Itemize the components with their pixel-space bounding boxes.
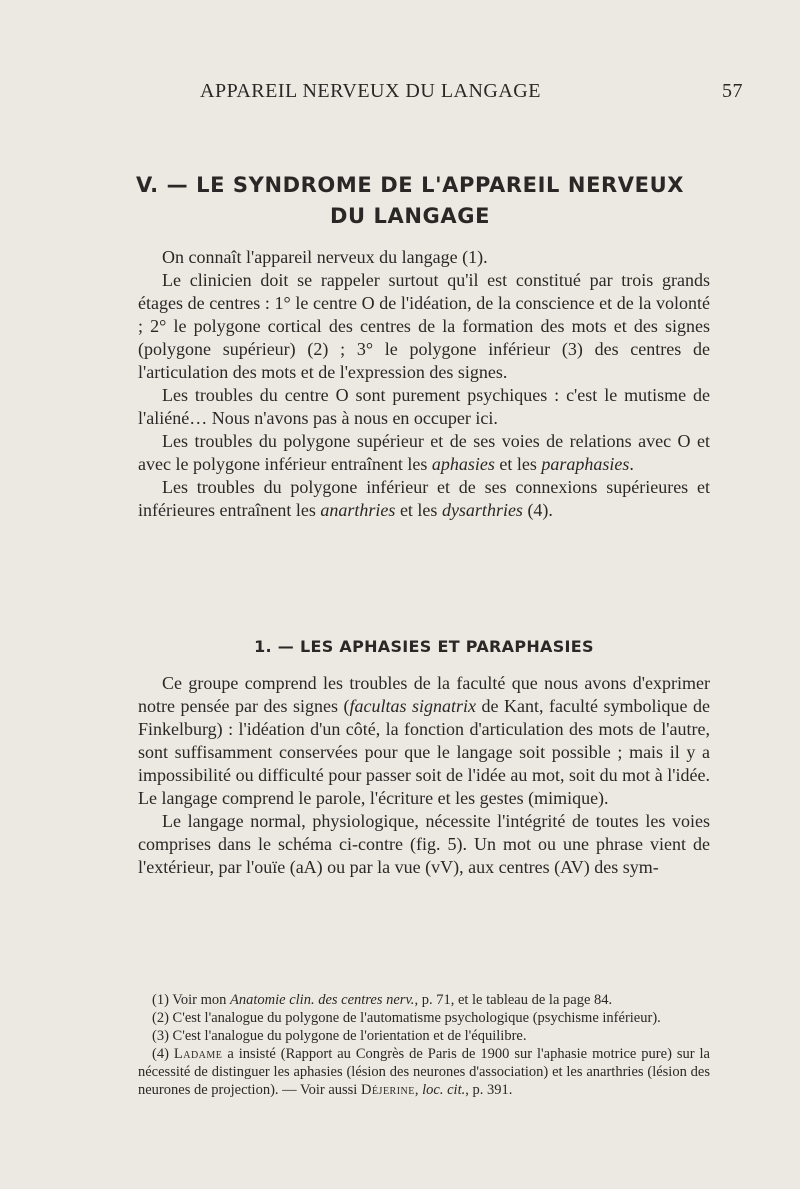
text-run: a insisté (Rapport au Congrès de Paris de 1900 sur l'aphasie motrice pure) sur la nécessité de distinguer les aphasies (lésion des neurones d'association) et les anarthries (lésion des neurones de projection). — Voir aussi [138,1046,710,1098]
term-anarthries: anarthries [320,500,396,520]
footnote-3: (3) C'est l'analogue du polygone de l'orientation et de l'équilibre. [152,1028,527,1044]
term-facultas-signatrix: facultas signatrix [349,696,477,716]
intro-text [138,246,710,522]
text-run: , p. 391. [465,1082,513,1098]
footnote-1 [138,991,710,1009]
footnote-4 [138,1045,710,1099]
term-dysarthries: dysarthries [441,500,523,520]
chapter-title: V. — LE SYNDROME DE L'APPAREIL NERVEUX [135,173,685,197]
running-title: APPAREIL NERVEUX DU LANGAGE [200,80,541,102]
paragraph [138,476,710,522]
page-number: 57 [722,80,743,102]
paragraph [138,430,710,476]
footnotes [138,991,710,1099]
paragraph [138,672,710,810]
paragraph: On connaît l'appareil nerveux du langage (1). [162,247,488,267]
text-run: et les [395,500,442,520]
text-run: Les troubles du polygone inférieur et de ses connexions supérieures et inférieures entraînent les [138,477,710,520]
paragraph: Le clinicien doit se rappeler surtout qu'il est constitué par trois grands étages de centres : 1° le centre O de l'idéation, de la conscience et de la volonté ; 2° le polygone cortical des centres de la formation des mots et des signes (polygone supérieur) (2) ; 3° le polygone inférieur (3) des centres de l'articulation des mots et de l'expression des signes. [138,270,710,382]
text-run: Les troubles du polygone supérieur et de ses voies de relations avec O et avec le polygone inférieur entraînent les [138,431,710,474]
citation-title: Anatomie clin. des centres nerv. [230,992,415,1008]
text-run: (4) [152,1046,174,1062]
section-title: 1. — LES APHASIES ET PARAPHASIES [254,637,594,656]
paragraph: Les troubles du centre O sont purement psychiques : c'est le mutisme de l'aliéné… Nous n'avons pas à nous en occuper ici. [138,385,710,428]
paragraph: Le langage normal, physiologique, nécessite l'intégrité de toutes les voies comprises dans le schéma ci-contre (fig. 5). Un mot ou une phrase vient de l'extérieur, par l'ouïe (aA) ou par la vue (vV), aux centres (AV) des sym- [138,811,710,877]
author-name: Ladame [173,1046,223,1062]
term-paraphasies: paraphasies [541,454,630,474]
footnote-2: (2) C'est l'analogue du polygone de l'automatisme psychologique (psychisme inférieur). [152,1010,661,1026]
text-run: Ce groupe comprend les troubles de la faculté que nous avons d'exprimer notre pensée par des signes ( [138,673,710,716]
text-run: de Kant, faculté symbolique de Finkelburg) : l'idéation d'un côté, la fonction d'articulation des mots de l'autre, sont suffisamment conservées pour que le langage soit possible ; mais il y a impossibilité ou difficulté pour passer soit de l'idée au mot, soit du mot à l'idée. Le langage comprend le parole, l'écriture et les gestes (mimique). [138,696,711,808]
citation-abbrev: loc. cit. [422,1082,466,1098]
author-name: Déjerine [360,1082,415,1098]
text-run: et les [494,454,542,474]
text-run: . [629,454,634,474]
chapter-title-continued: DU LANGAGE [329,204,491,228]
term-aphasies: aphasies [431,454,495,474]
text-run: , p. 71, et le tableau de la page 84. [414,992,613,1008]
text-run: , [414,1082,423,1098]
text-run: (1) Voir mon [152,992,231,1008]
section-text [138,672,710,879]
text-run: (4). [522,500,553,520]
